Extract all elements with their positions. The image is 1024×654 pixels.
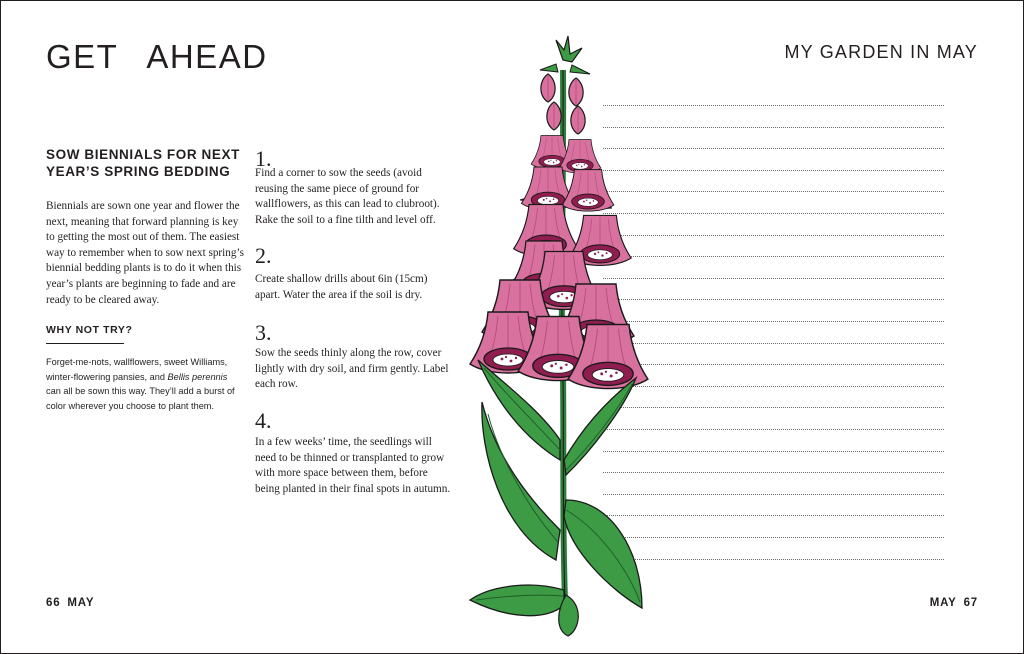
step-text-3: Sow the seeds thinly along the row, cover lightly with dry soil, and firm gently. Label each row. [255, 347, 449, 391]
foxglove-leaves [470, 360, 642, 636]
why-not-try-text: Forget-me-nots, wallflowers, sweet Williams, winter-flowering pansies, and Bellis perennis can all be sown this way. They’ll add a burst of color wherever you choose to plant them. [46, 357, 235, 411]
section-heading: SOW BIENNIALS FOR NEXT YEAR’S SPRING BEDDING [46, 147, 240, 179]
foxglove-illustration [460, 30, 660, 642]
folio-right: MAY 67 [929, 597, 978, 609]
heading-underline [46, 343, 124, 344]
step-number-3: 3. [255, 320, 272, 345]
step-text-2: Create shallow drills about 6in (15cm) apart. Water the area if the soil is dry. [255, 273, 428, 301]
step-number-4: 4. [255, 408, 272, 433]
intro-paragraph: Biennials are sown one year and flower the next, meaning that forward planning is key to getting the most out of them. The easiest way to remember when to sow next spring’s biennial bedding plants is to do it when this year’s plants are beginning to fade and are ready to be cleared away. [46, 200, 244, 306]
italic-plant-name: Bellis perennis [167, 371, 228, 382]
step-number-2: 2. [255, 243, 272, 268]
page-title [46, 38, 268, 76]
title-word-get: GET [46, 38, 119, 75]
step-text-1: Find a corner to sow the seeds (avoid reusing the same piece of ground for wallflowers, as this can lead to clubroot). Rake the soil to a fine tilth and level off. [255, 167, 440, 226]
step-number-1: 1. [255, 146, 272, 171]
why-not-try-heading: WHY NOT TRY? [46, 324, 133, 336]
step-text-4: In a few weeks’ time, the seedlings will need to be thinned or transplanted to grow with more space between them, before being planted in their final spots in autumn. [255, 436, 451, 495]
garden-notes-title: MY GARDEN IN MAY [784, 42, 978, 62]
title-word-ahead: AHEAD [146, 38, 268, 75]
foxglove-flowers [470, 136, 648, 389]
folio-left: 66 MAY [46, 597, 95, 609]
